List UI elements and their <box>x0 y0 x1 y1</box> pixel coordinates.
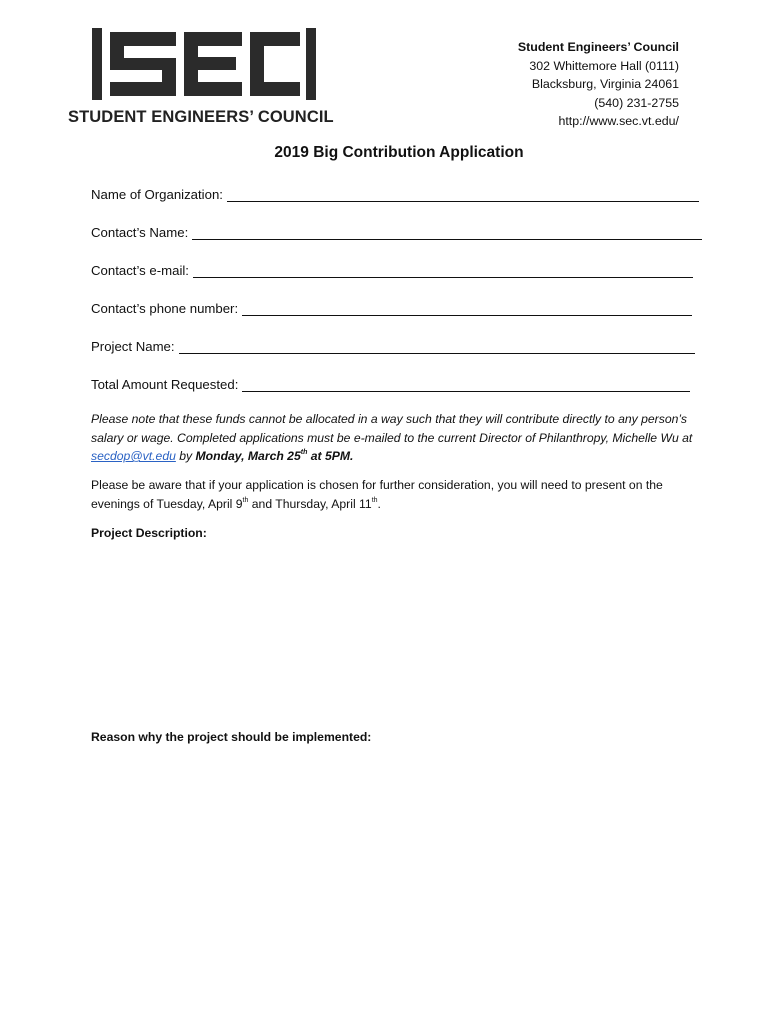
aware-text-1: Please be aware that if your application is chosen for further consideration, you will need to present on the evenings of Tuesday, April 9 <box>91 478 663 511</box>
address-title: Student Engineers’ Council <box>517 40 679 54</box>
deadline <box>196 449 354 463</box>
field-label: Name of Organization: <box>91 187 223 202</box>
funding-note <box>91 410 701 466</box>
deadline-date: Monday, March 25 <box>195 449 301 463</box>
field-contact-email[interactable] <box>91 260 693 278</box>
logo-org-name: STUDENT ENGINEERS’ COUNCIL <box>68 108 334 126</box>
sec-logo-mark <box>66 24 346 104</box>
field-contact-phone[interactable] <box>91 298 692 316</box>
field-project-name[interactable] <box>91 336 695 354</box>
note-text-2: by <box>175 449 196 463</box>
aware-sup-2: th <box>371 496 378 504</box>
aware-text-3: . <box>377 496 381 511</box>
email-link[interactable]: secdop@vt.edu <box>91 449 176 463</box>
aware-sup-1: th <box>242 496 249 504</box>
field-label: Contact’s phone number: <box>91 301 239 316</box>
project-description-label: Project Description: <box>91 526 207 540</box>
deadline-time: at 5PM. <box>307 449 354 463</box>
aware-text-2: and Thursday, April 11 <box>248 496 372 511</box>
field-organization[interactable] <box>91 184 699 202</box>
field-label: Contact’s Name: <box>91 225 189 240</box>
field-blank-line[interactable] <box>242 379 690 392</box>
field-contact-name[interactable] <box>91 222 702 240</box>
page-title: 2019 Big Contribution Application <box>274 144 524 161</box>
field-label: Project Name: <box>91 339 175 354</box>
address-phone: (540) 231-2755 <box>594 95 679 110</box>
field-label: Contact’s e-mail: <box>91 263 189 278</box>
field-total-amount[interactable] <box>91 374 690 392</box>
field-blank-line[interactable] <box>179 341 695 354</box>
address-line1: 302 Whittemore Hall (0111) <box>529 58 679 73</box>
field-blank-line[interactable] <box>193 265 693 278</box>
reason-label: Reason why the project should be implemented: <box>91 730 372 744</box>
address-line2: Blacksburg, Virginia 24061 <box>531 77 679 92</box>
field-blank-line[interactable] <box>242 303 692 316</box>
field-label: Total Amount Requested: <box>91 377 239 392</box>
field-blank-line[interactable] <box>227 189 699 202</box>
presentation-note <box>91 476 701 513</box>
note-text: Please note that these funds cannot be allocated in a way such that they will contribute directly to any person’s salary or wage. Completed applications must be e-mailed to the current Director of Philanthropy, Michelle Wu at <box>91 412 693 445</box>
deadline-sup: th <box>300 449 308 456</box>
address-block <box>518 38 679 131</box>
address-url: http://www.sec.vt.edu/ <box>558 114 679 129</box>
field-blank-line[interactable] <box>192 227 702 240</box>
